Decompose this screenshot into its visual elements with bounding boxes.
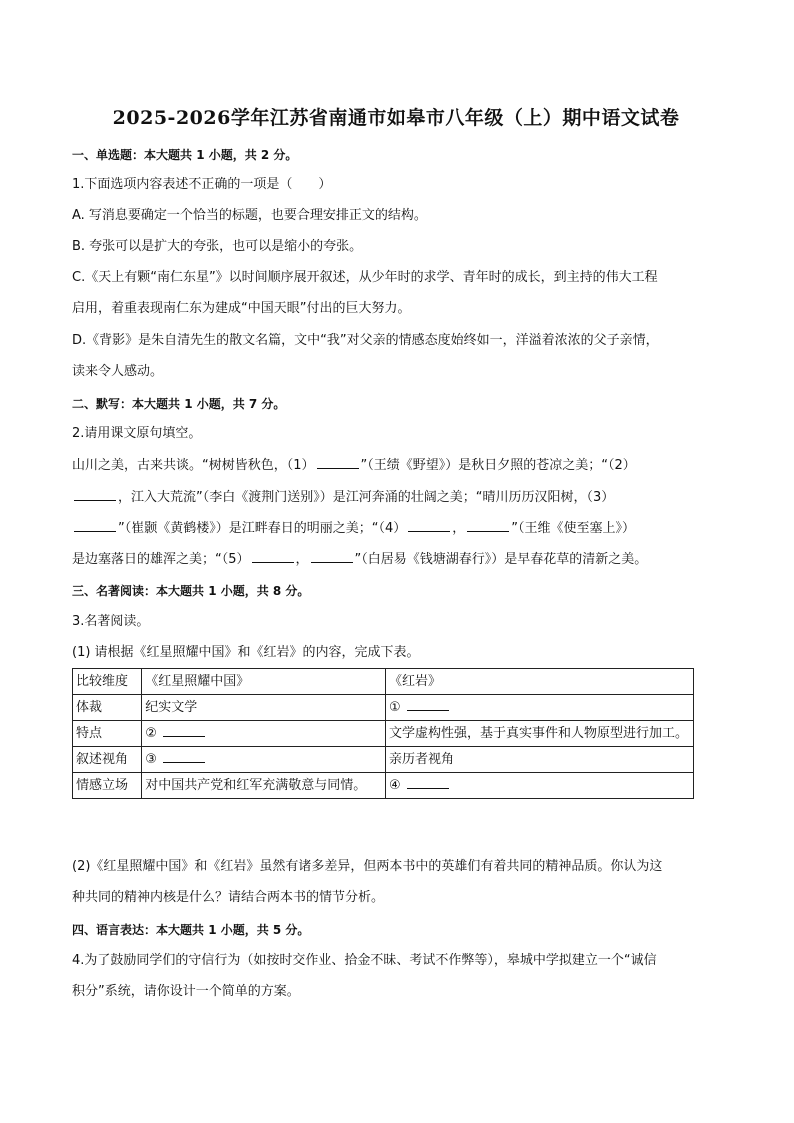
section-4-info: 本大题共 1 小题，共 5 分。 xyxy=(156,923,310,937)
table-cell: 对中国共产党和红军充满敬意与同情。 xyxy=(142,773,386,799)
answer-blank-table-3[interactable] xyxy=(163,750,205,763)
section-1-info: 本大题共 1 小题，共 2 分。 xyxy=(144,148,298,162)
q1-option-c-line2: 启用，着重表现南仁东为建成“中国天眼”付出的巨大努力。 xyxy=(72,301,411,316)
q1-option-a: A. 写消息要确定一个恰当的标题，也要合理安排正文的结构。 xyxy=(72,208,427,223)
q2-text: ”（王绩《野望》）是秋日夕照的苍凉之美；“（2） xyxy=(360,458,636,473)
table-header-cell: 《红星照耀中国》 xyxy=(142,669,386,695)
q2-text: 是边塞落日的雄浑之美；“（5） xyxy=(72,552,250,567)
q2-line-1 xyxy=(72,456,636,475)
q3-sub2-line1: (2)《红星照耀中国》和《红岩》虽然有诸多差异，但两本书中的英雄们有着共同的精神品质。你认为这 xyxy=(72,859,663,874)
q2-text: ”（王维《使至塞上》） xyxy=(511,521,636,536)
section-4-heading xyxy=(72,921,309,939)
table-cell-with-blank xyxy=(142,721,386,747)
q2-line-2 xyxy=(72,488,614,507)
q3-sub1: (1) 请根据《红星照耀中国》和《红岩》的内容，完成下表。 xyxy=(72,645,420,660)
table-cell-with-blank xyxy=(386,773,694,799)
answer-blank-3[interactable] xyxy=(74,519,116,532)
table-row xyxy=(73,747,694,773)
section-2-label: 二、默写： xyxy=(72,397,133,411)
table-cell: 情感立场 xyxy=(73,773,142,799)
table-cell: 亲历者视角 xyxy=(386,747,694,773)
q4-line1: 4.为了鼓励同学们的守信行为（如按时交作业、拾金不昧、考试不作弊等），皋城中学拟建立一个“诚信 xyxy=(72,953,657,968)
table-header-row xyxy=(73,669,694,695)
table-cell: 纪实文学 xyxy=(142,695,386,721)
section-1-label: 一、单选题： xyxy=(72,148,145,162)
q2-text: ， xyxy=(295,552,309,567)
q2-line-3 xyxy=(72,519,635,538)
section-2-heading xyxy=(72,395,285,413)
table-cell-with-blank xyxy=(142,747,386,773)
section-2-info: 本大题共 1 小题，共 7 分。 xyxy=(132,397,286,411)
blank-marker: ④ xyxy=(389,778,401,793)
q1-option-d-line1: D.《背影》是朱自清先生的散文名篇，文中“我”对父亲的情感态度始终如一，洋溢着浓浓的父子亲情， xyxy=(72,333,659,348)
q1-option-b: B. 夸张可以是扩大的夸张，也可以是缩小的夸张。 xyxy=(72,239,363,254)
q2-text: ， xyxy=(452,521,466,536)
blank-marker: ② xyxy=(145,726,157,741)
answer-blank-5a[interactable] xyxy=(252,550,294,563)
table-cell: 体裁 xyxy=(73,695,142,721)
q1-option-c-line1: C.《天上有颗“南仁东星”》以时间顺序展开叙述，从少年时的求学、青年时的成长，到主持的伟大工程 xyxy=(72,270,658,285)
q1-stem: 1.下面选项内容表述不正确的一项是（ ） xyxy=(72,177,332,192)
answer-blank-2[interactable] xyxy=(74,488,116,501)
section-3-label: 三、名著阅读： xyxy=(72,584,157,598)
q3-stem: 3.名著阅读。 xyxy=(72,614,150,629)
blank-marker: ③ xyxy=(145,752,157,767)
exam-title: 2025-2026学年江苏省南通市如皋市八年级（上）期中语文试卷 xyxy=(112,107,680,129)
section-1-heading xyxy=(72,146,297,164)
table-row xyxy=(73,721,694,747)
answer-blank-5b[interactable] xyxy=(311,550,353,563)
table-row xyxy=(73,695,694,721)
table-cell-with-blank xyxy=(386,695,694,721)
section-3-heading xyxy=(72,582,309,600)
q3-sub2-line2: 种共同的精神内核是什么？请结合两本书的情节分析。 xyxy=(72,890,385,905)
table-cell: 文学虚构性强，基于真实事件和人物原型进行加工。 xyxy=(386,721,694,747)
q2-line-4 xyxy=(72,550,647,569)
section-4-label: 四、语言表达： xyxy=(72,923,157,937)
table-row xyxy=(73,773,694,799)
table-header-cell: 《红岩》 xyxy=(386,669,694,695)
q2-stem: 2.请用课文原句填空。 xyxy=(72,426,202,441)
comparison-table xyxy=(72,668,694,799)
table-cell: 叙述视角 xyxy=(73,747,142,773)
answer-blank-table-2[interactable] xyxy=(163,724,205,737)
answer-blank-table-1[interactable] xyxy=(407,698,449,711)
section-3-info: 本大题共 1 小题，共 8 分。 xyxy=(156,584,310,598)
blank-marker: ① xyxy=(389,700,401,715)
q1-option-d-line2: 读来令人感动。 xyxy=(72,364,164,379)
q2-text: 山川之美，古来共谈。“树树皆秋色，（1） xyxy=(72,458,315,473)
q4-line2: 积分”系统，请你设计一个简单的方案。 xyxy=(72,984,300,999)
q2-text: ”（崔颢《黄鹤楼》）是江畔春日的明丽之美；“（4） xyxy=(118,521,407,536)
table-cell: 特点 xyxy=(73,721,142,747)
answer-blank-table-4[interactable] xyxy=(407,776,449,789)
answer-blank-1[interactable] xyxy=(317,456,359,469)
answer-blank-4a[interactable] xyxy=(408,519,450,532)
q2-text: ”（白居易《钱塘湖春行》）是早春花草的清新之美。 xyxy=(354,552,648,567)
q2-text: ，江入大荒流”（李白《渡荆门送别》）是江河奔涌的壮阔之美；“晴川历历汉阳树，（3） xyxy=(118,490,615,505)
table-header-cell: 比较维度 xyxy=(73,669,142,695)
answer-blank-4b[interactable] xyxy=(467,519,509,532)
